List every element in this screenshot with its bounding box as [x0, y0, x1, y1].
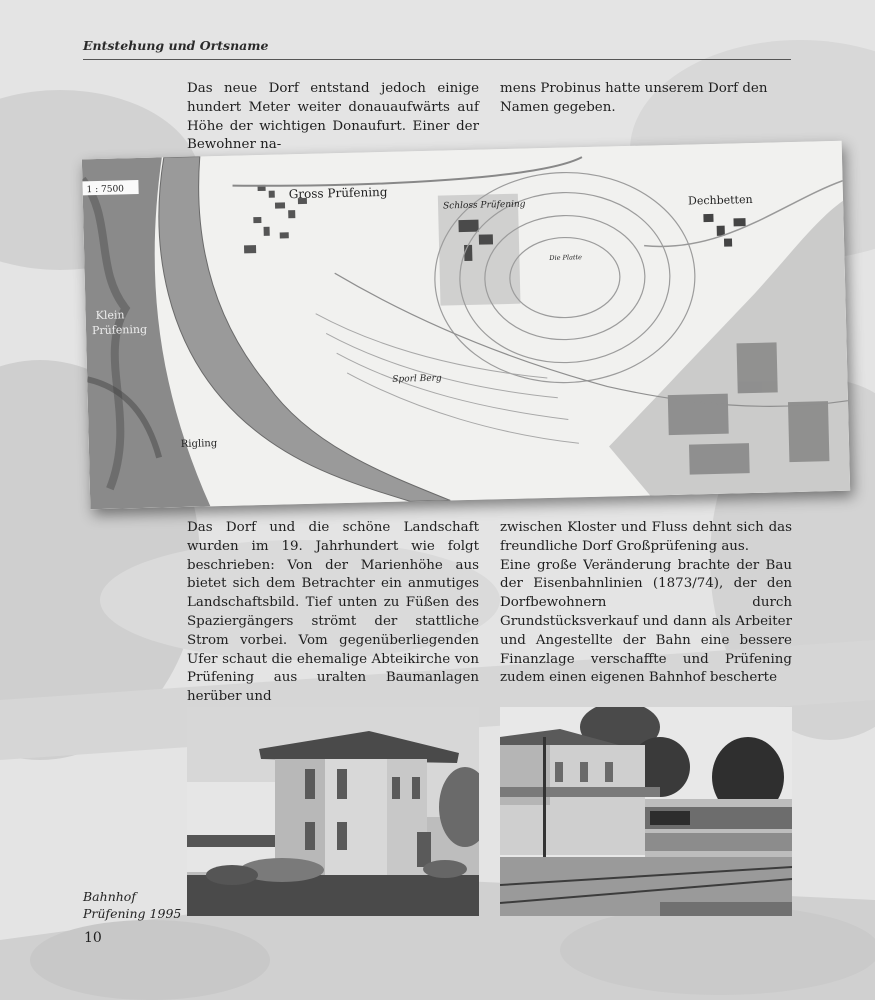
map-label-die-platte: Die Platte	[549, 253, 583, 262]
middle-text-left	[187, 519, 479, 707]
header-rule	[83, 59, 791, 60]
map-label-rigling: Rigling	[180, 438, 218, 451]
paragraph: Das neue Dorf entstand jedoch einige hundert Meter weiter donauaufwärts auf Höhe der wichtigen Donaufurt. Einer der Bewohner na-	[187, 81, 479, 153]
middle-text-right	[500, 519, 792, 688]
photo-station-building	[187, 707, 479, 916]
page-number: 10	[84, 930, 102, 946]
photo-station-train	[500, 707, 792, 916]
caption-line: Bahnhof	[83, 889, 136, 904]
historic-map	[82, 141, 850, 509]
section-title: Entstehung und Ortsname	[83, 38, 269, 53]
map-label-klein-pruefening: Prüfening	[91, 322, 148, 338]
top-text-right	[500, 80, 792, 118]
map-label-dechbetten: Dechbetten	[687, 192, 753, 208]
top-text-left	[187, 80, 479, 155]
paragraph: mens Probinus hatte unserem Dorf den Namen gegeben.	[500, 81, 768, 115]
map-label-sporl-berg: Sporl Berg	[392, 373, 442, 385]
map-label-klein: Klein	[95, 308, 125, 323]
paragraph: Das Dorf und die schöne Landschaft wurden im 19. Jahrhundert wie folgt beschrieben: Von der Marienhöhe aus bietet sich dem Betrachter ein anmutiges Landschaftsbild. Tief unten zu Füßen des Spaziergängers strömt der stattliche Strom vorbei. Vom gegenüberliegenden Ufer schaut die ehemalige Abteikirche von Prüfening aus uralten Baumanlagen herüber und	[187, 520, 479, 705]
map-label-schloss-pruefening: Schloss Prüfening	[442, 199, 526, 212]
map-scale: 1 : 7500	[86, 184, 125, 196]
paragraph: Eine große Veränderung brachte der Bau der Eisenbahnlinien (1873/74), der den Dorfbewohnern durch Grundstücksverkauf und dann als Arbeiter und Angestellte der Bahn eine bessere Finanzlage verschaffte und Prüfening zudem einen eigenen Bahnhof bescherte	[500, 557, 792, 686]
photo-caption	[83, 888, 181, 922]
map-label-gross-pruefening: Gross Prüfening	[288, 184, 388, 202]
caption-line: Prüfening 1995	[83, 906, 182, 921]
paragraph: zwischen Kloster und Fluss dehnt sich das freundliche Dorf Großprüfening aus.	[500, 520, 792, 554]
